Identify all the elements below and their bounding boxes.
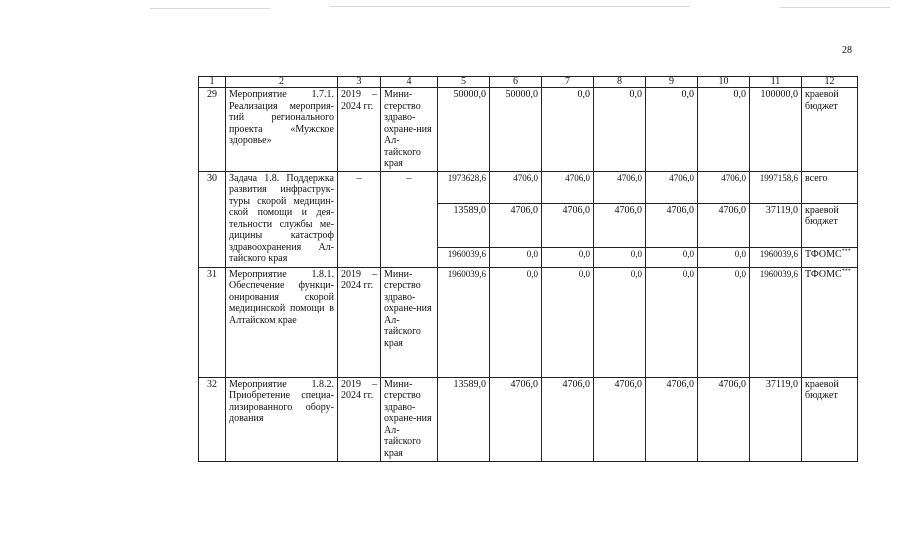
value-cell: 0,0	[698, 267, 750, 377]
header-cell: 9	[646, 77, 698, 88]
value-cell: 0,0	[646, 267, 698, 377]
row-number: 30	[199, 171, 226, 267]
value-cell: 0,0	[594, 88, 646, 172]
program-table	[198, 76, 858, 462]
funding-source: краевой бюджет	[802, 377, 858, 461]
scan-artifact	[150, 8, 270, 9]
value-cell: 4706,0	[594, 377, 646, 461]
funding-source-label: ТФОМС	[805, 248, 842, 260]
value-cell: 0,0	[594, 247, 646, 267]
funding-source	[802, 267, 858, 377]
value-cell: 0,0	[542, 247, 594, 267]
value-cell: 13589,0	[438, 377, 490, 461]
value-cell: 4706,0	[594, 203, 646, 247]
value-cell: 4706,0	[646, 203, 698, 247]
executor: Мини-стерство здраво-охране-ния Ал-тайского края	[381, 377, 438, 461]
header-cell: 4	[381, 77, 438, 88]
header-cell: 11	[750, 77, 802, 88]
value-cell: 1960039,6	[438, 267, 490, 377]
value-cell: 4706,0	[698, 203, 750, 247]
value-cell: 0,0	[542, 267, 594, 377]
value-cell: 37119,0	[750, 203, 802, 247]
row-number: 32	[199, 377, 226, 461]
header-cell: 5	[438, 77, 490, 88]
funding-source: краевой бюджет	[802, 88, 858, 172]
period: 2019 – 2024 гг.	[338, 377, 381, 461]
header-cell: 12	[802, 77, 858, 88]
executor: Мини-стерство здраво-охране-ния Ал-тайского края	[381, 267, 438, 377]
page-number: 28	[842, 45, 852, 56]
executor: –	[381, 171, 438, 267]
row-number: 29	[199, 88, 226, 172]
scan-artifact	[330, 6, 690, 7]
value-cell: 4706,0	[698, 171, 750, 203]
scan-artifact	[780, 7, 890, 8]
table-row	[199, 171, 858, 203]
funding-source-label: ТФОМС	[805, 268, 842, 280]
value-cell: 4706,0	[542, 377, 594, 461]
value-cell: 37119,0	[750, 377, 802, 461]
funding-source	[802, 247, 858, 267]
value-cell: 4706,0	[698, 377, 750, 461]
period: –	[338, 171, 381, 267]
period: 2019 – 2024 гг.	[338, 267, 381, 377]
row-number: 31	[199, 267, 226, 377]
footnote-mark: ***	[841, 248, 851, 255]
value-cell: 0,0	[698, 247, 750, 267]
header-cell: 10	[698, 77, 750, 88]
header-cell: 8	[594, 77, 646, 88]
value-cell: 4706,0	[542, 203, 594, 247]
value-cell: 1997158,6	[750, 171, 802, 203]
value-cell: 0,0	[594, 267, 646, 377]
table-row	[199, 267, 858, 377]
value-cell: 0,0	[542, 88, 594, 172]
funding-source: краевой бюджет	[802, 203, 858, 247]
header-cell: 2	[226, 77, 338, 88]
value-cell: 1960039,6	[438, 247, 490, 267]
value-cell: 4706,0	[490, 203, 542, 247]
activity-name: Мероприятие 1.7.1. Реализация мероприя-тий регионального проекта «Мужское здоровье»	[226, 88, 338, 172]
header-cell: 7	[542, 77, 594, 88]
value-cell: 4706,0	[646, 171, 698, 203]
value-cell: 13589,0	[438, 203, 490, 247]
header-cell: 1	[199, 77, 226, 88]
value-cell: 4706,0	[490, 377, 542, 461]
period: 2019 – 2024 гг.	[338, 88, 381, 172]
task-name: Задача 1.8. Поддержка развития инфраструк-туры скорой медицин-ской помощи и дея-тельности службы ме-дицины катастроф здравоохранения Ал-тайского края	[226, 171, 338, 267]
value-cell: 0,0	[698, 88, 750, 172]
value-cell: 0,0	[490, 267, 542, 377]
activity-name: Мероприятие 1.8.1. Обеспечение функци-онирования скорой медицинской помощи в Алтайском крае	[226, 267, 338, 377]
funding-source: всего	[802, 171, 858, 203]
value-cell: 1960039,6	[750, 267, 802, 377]
executor: Мини-стерство здраво-охране-ния Ал-тайского края	[381, 88, 438, 172]
value-cell: 1973628,6	[438, 171, 490, 203]
table-row	[199, 88, 858, 172]
value-cell: 0,0	[490, 247, 542, 267]
value-cell: 50000,0	[490, 88, 542, 172]
header-cell: 6	[490, 77, 542, 88]
value-cell: 0,0	[646, 247, 698, 267]
header-cell: 3	[338, 77, 381, 88]
value-cell: 4706,0	[646, 377, 698, 461]
value-cell: 0,0	[646, 88, 698, 172]
footnote-mark: ***	[841, 268, 851, 275]
value-cell: 4706,0	[594, 171, 646, 203]
activity-name: Мероприятие 1.8.2. Приобретение специа-лизированного обору-дования	[226, 377, 338, 461]
value-cell: 100000,0	[750, 88, 802, 172]
value-cell: 4706,0	[490, 171, 542, 203]
header-row	[199, 77, 858, 88]
value-cell: 1960039,6	[750, 247, 802, 267]
value-cell: 4706,0	[542, 171, 594, 203]
table-row	[199, 377, 858, 461]
value-cell: 50000,0	[438, 88, 490, 172]
